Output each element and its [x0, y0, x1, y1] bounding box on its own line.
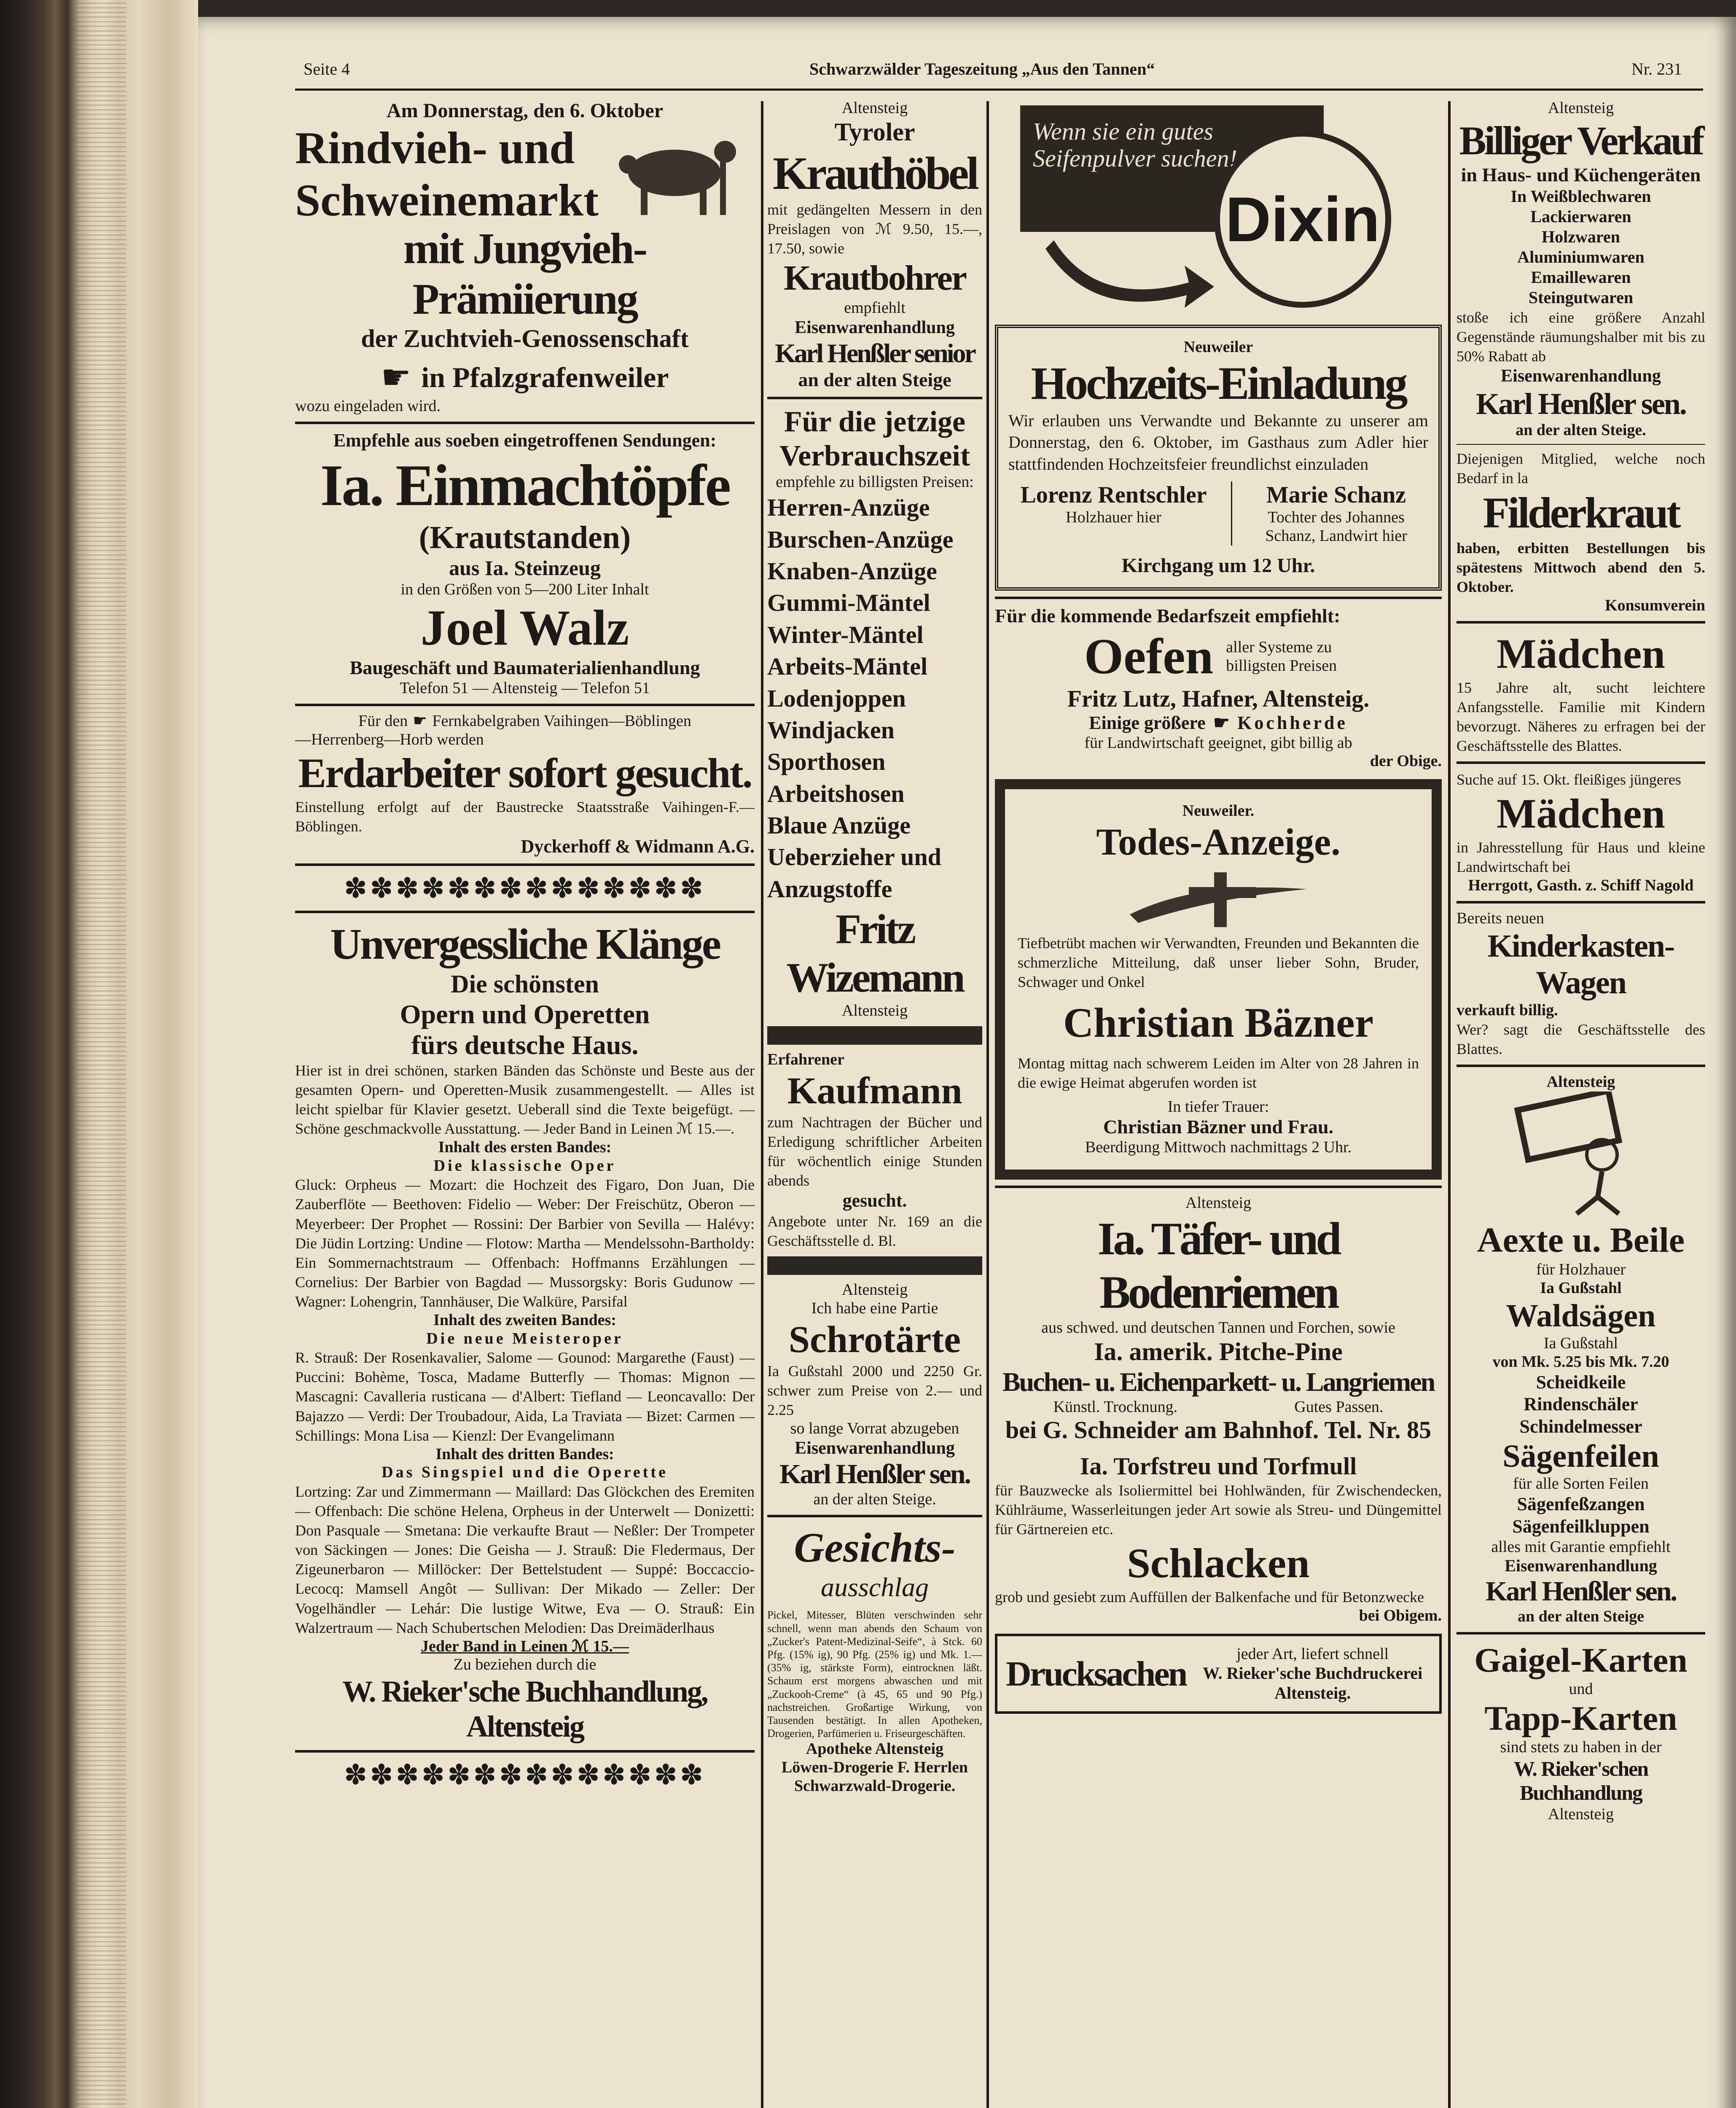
floor-slag-text: grob und gesiebt zum Auffüllen der Balkenfache und für Betonzwecke	[995, 1589, 1424, 1606]
print-ad	[995, 1634, 1442, 1714]
man-carrying-frame-icon	[1505, 1092, 1657, 1218]
c2-c4: gesucht.	[842, 1190, 907, 1211]
crocks-material: aus Ia. Steinzeug	[449, 556, 601, 580]
market-line-2: Schweinemarkt	[295, 175, 599, 226]
floor-parquet: Buchen- u. Eichenparkett- u. Langriemen	[1002, 1367, 1435, 1397]
books-sub-3: fürs deutsche Haus.	[411, 1030, 639, 1060]
market-line-3: mit Jungvieh-Prämiierung	[403, 224, 647, 323]
column-3	[995, 105, 1442, 1714]
c2-e5: Löwen-Drogerie F. Herrlen	[781, 1758, 968, 1777]
list-item: Blaue Anzüge	[767, 812, 911, 839]
groom-sub: Holzhauer hier	[1066, 508, 1161, 527]
market-date: Am Donnerstag, den 6. Oktober	[387, 99, 663, 122]
c4-a3: stoße ich eine größere Anzahl Gegenstände räumungshalber mit bis zu 50% Rabatt ab	[1457, 309, 1705, 365]
tools-ad	[1457, 1073, 1705, 1626]
c2-d7: Karl Henßler sen.	[779, 1459, 970, 1490]
c4-f3: für Holzhauer	[1536, 1261, 1626, 1279]
book-spine	[0, 0, 198, 2108]
c2-d3: Schrotärte	[788, 1318, 961, 1361]
erd-firm: Dyckerhoff & Widmann A.G.	[521, 836, 755, 857]
column-1	[295, 99, 755, 1791]
floor-peat: Ia. Torfstreu und Torfmull	[1080, 1452, 1357, 1480]
c2-b1: Für die jetzige Verbrauchszeit	[779, 406, 970, 472]
c4-a6: an der alten Steige.	[1516, 421, 1646, 439]
erd-headline: Erdarbeiter sofort gesucht.	[298, 750, 752, 797]
floor-dry-2: Gutes Passen.	[1294, 1398, 1384, 1416]
page-header	[198, 55, 1736, 89]
list-item: Windjacken	[767, 716, 895, 744]
c2-d5: so lange Vorrat abzugeben	[790, 1420, 959, 1438]
cattle-illustration-icon	[615, 126, 750, 219]
crocks-ad	[295, 430, 755, 698]
c2-e2: ausschlag	[821, 1572, 929, 1602]
death-notice	[995, 779, 1442, 1180]
newspaper-page	[198, 17, 1736, 2108]
erd-line-2: —Herrenberg—Horb werden	[295, 730, 484, 748]
book-2-contents: R. Strauß: Der Rosenkavalier, Salome — Gounod: Margarethe (Faust) — Puccini: Bohème, Tosca, Madame Butterfly — Thomas: Mignon — Mascagni: Cavalleria rusticana — d'Albert: Tiefland — Leoncavallo: Der Bajazzo — Verdi: Der Troubadour, Aida, La Traviata — Bizet: Carmen — Schillings: Mona Lisa — Kienzl: Der Evangelimann	[295, 1349, 755, 1444]
books-sub-1: Die schönsten	[451, 970, 599, 998]
list-item: Emaillewaren	[1531, 267, 1631, 287]
dixin-brand: Dixin	[1225, 183, 1380, 255]
c4-b2: Filderkraut	[1483, 489, 1679, 538]
walz-name: Joel Walz	[420, 600, 629, 656]
c4-d1: Suche auf 15. Okt. fleißiges jüngeres	[1457, 771, 1681, 788]
newspaper-title: Schwarzwälder Tageszeitung „Aus den Tannen“	[809, 59, 1155, 78]
floor-slag: Schlacken	[1127, 1540, 1310, 1587]
wedding-loc: Neuweiler	[1183, 338, 1253, 356]
column-rule-3	[1448, 101, 1451, 2108]
print-l1: jeder Art, liefert schnell	[1236, 1645, 1389, 1663]
cards-ad	[1457, 1640, 1705, 1824]
c2-a8: an der alten Steige	[798, 368, 951, 390]
c4-a4: Eisenwarenhandlung	[1501, 366, 1661, 386]
list-item: Knaben-Anzüge	[767, 557, 937, 585]
sauerkraut-ad	[1457, 449, 1705, 615]
book-1-heading: Inhalt des ersten Bandes:	[438, 1138, 612, 1156]
list-item: Holzwaren	[1542, 227, 1620, 246]
tool-list-1	[1457, 1371, 1705, 1438]
wedding-church: Kirchgang um 12 Uhr.	[1121, 554, 1315, 577]
death-family: Christian Bäzner und Frau.	[1103, 1116, 1334, 1138]
print-headline: Drucksachen	[1006, 1654, 1186, 1694]
oven-l3: der Obige.	[1370, 752, 1442, 770]
walz-firm: Baugeschäft und Baumaterialienhandlung	[349, 657, 700, 679]
c4-f4: Ia Gußstahl	[1540, 1279, 1622, 1297]
book-2-subtitle: Die neue Meisteroper	[426, 1329, 623, 1347]
death-text-2: Montag mittag nach schwerem Leiden im Alter von 28 Jahren in die ewige Heimat abgerufen worden ist	[1018, 1055, 1419, 1092]
wedding-ad	[995, 325, 1442, 591]
c4-e4: Wer? sagt die Geschäftsstelle des Blattes.	[1457, 1021, 1705, 1058]
book-3-heading: Inhalt des dritten Bandes:	[435, 1445, 614, 1463]
c4-f15: an der alten Steige	[1517, 1608, 1645, 1626]
death-burial: Beerdigung Mittwoch nachmittags 2 Uhr.	[1085, 1138, 1352, 1156]
c2-b4: Altensteig	[841, 1002, 908, 1020]
c2-c3: zum Nachtragen der Bücher und Erledigung schriftlicher Arbeiten für wöchentlich einige Stunden abends	[767, 1114, 982, 1189]
girl-wanted-ad-2	[1457, 770, 1705, 895]
wedding-headline: Hochzeits-Einladung	[1031, 357, 1406, 409]
clothing-ad	[767, 405, 982, 1020]
book-1-contents: Gluck: Orpheus — Mozart: die Hochzeit des Figaro, Don Juan, Die Zauberflöte — Beethoven: Fidelio — Weber: Der Freischütz, Oberon — Meyerbeer: Der Prophet — Rossini: Der Barbier von Sevilla — Halévy: Die Jüdin Lortzing: Undine — Flotow: Martha — Mendelssohn-Bartholdy: Ein Sommernachtstraum — Offenbach: Hoffmanns Erzählungen — Cornelius: Der Barbier von Bagdad — Mussorgsky: Boris Gudunow — Wagner: Lohengrin, Tannhäuser, Die Walküre, Parsifal	[295, 1176, 755, 1310]
death-text: Tiefbetrübt machen wir Verwandten, Freunden und Bekannten die schmerzliche Mitteilung, daß unser lieber Sohn, Bruder, Schwager und Onkel	[1018, 935, 1419, 991]
c4-d4: Herrgott, Gasth. z. Schiff Nagold	[1468, 877, 1694, 895]
c4-g1: Gaigel-Karten	[1474, 1640, 1688, 1679]
floor-pine: Ia. amerik. Pitche-Pine	[1094, 1338, 1343, 1366]
axes-ad	[767, 1281, 982, 1509]
books-ad	[295, 919, 755, 1744]
c4-g5: W. Rieker'schen Buchhandlung	[1513, 1756, 1648, 1805]
floor-loc: Altensteig	[1185, 1194, 1252, 1212]
c4-c1: Mädchen	[1497, 630, 1665, 677]
c2-c5: Angebote unter Nr. 169 an die Geschäftsstelle d. Bl.	[767, 1213, 982, 1250]
list-item: Scheidkeile	[1536, 1371, 1626, 1393]
c4-f10: für alle Sorten Feilen	[1513, 1475, 1649, 1493]
list-item: Steingutwaren	[1528, 288, 1634, 307]
c4-f14: Karl Henßler sen.	[1486, 1576, 1676, 1607]
header-rule	[295, 89, 1703, 91]
death-loc: Neuweiler.	[1182, 801, 1255, 820]
floor-peat-text: für Bauzwecke als Isoliermittel bei Hohlwänden, für Zwischendecken, Kühlräume, Wasserleitungen jeder Art sowie als Streu- und Düngemittel für Gärtnereien etc.	[995, 1482, 1442, 1538]
oven-sub: aller Systeme zu billigsten Preisen	[1226, 638, 1337, 675]
list-item: Arbeitshosen	[767, 780, 905, 807]
c2-a7: Karl Henßler senior	[775, 338, 975, 368]
erd-text: Einstellung erfolgt auf der Baustrecke Staatsstraße Vaihingen-F.—Böblingen.	[295, 799, 755, 835]
erd-line-1: Für den	[358, 712, 408, 730]
c4-f13: Eisenwarenhandlung	[1505, 1556, 1657, 1576]
c4-e1: Bereits neuen	[1457, 909, 1544, 927]
flooring-ad	[995, 1194, 1442, 1625]
list-item: Lodenjoppen	[767, 684, 906, 712]
books-sub-2: Opern und Operetten	[400, 999, 650, 1029]
floor-sub: aus schwed. und deutschen Tannen und Forchen, sowie	[1041, 1319, 1395, 1337]
c4-d3: in Jahresstellung für Haus und kleine Landwirtschaft bei	[1457, 839, 1705, 876]
c2-d1: Altensteig	[841, 1281, 908, 1299]
c4-c2: 15 Jahre alt, sucht leichtere Anfangsstelle. Familie mit Kindern bevorzugt. Näheres zu erfragen bei der Geschäftsstelle des Blattes.	[1457, 679, 1705, 754]
market-line-1: Rindvieh- und	[295, 123, 575, 174]
oven-l2: für Landwirtschaft geeignet, gibt billig ab	[1084, 734, 1352, 752]
books-via: Zu beziehen durch die	[453, 1656, 597, 1674]
wedding-text: Wir erlauben uns Verwandte und Bekannte zu unserer am Donnerstag, den 6. Oktober, im Gasthaus zum Adler hier stattfindenden Hochzeitsfeier freundlichst einzuladen	[1008, 411, 1428, 473]
column-2	[767, 99, 982, 1795]
c2-c2: Kaufmann	[787, 1070, 962, 1112]
groom-name: Lorenz Rentschler	[1020, 481, 1207, 508]
c4-f12: alles mit Garantie empfiehlt	[1491, 1538, 1671, 1556]
c2-d4: Ia Gußstahl 2000 und 2250 Gr. schwer zum Preise von 2.— und 2.25	[767, 1363, 982, 1419]
clothing-list	[767, 492, 982, 905]
list-item: Sägenfeßzangen	[1517, 1494, 1645, 1515]
page-number: Seite 4	[304, 59, 350, 78]
c4-b4: Konsumverein	[1605, 596, 1705, 614]
bride-name: Marie Schanz	[1266, 481, 1406, 508]
c2-loc: Altensteig	[841, 99, 908, 117]
book-3-subtitle: Das Singspiel und die Operette	[382, 1463, 668, 1482]
crocks-sizes: in den Größen von 5—200 Liter Inhalt	[400, 580, 649, 598]
crocks-sub: (Krautstanden)	[419, 519, 631, 555]
floor-slag-firm: bei Obigem.	[1359, 1607, 1442, 1625]
c2-c1: Erfahrener	[767, 1050, 844, 1068]
ornament-row: ✽✽✽✽✽✽✽✽✽✽✽✽✽✽	[344, 873, 706, 904]
c2-b2: empfehle zu billigsten Preisen:	[776, 473, 974, 491]
list-item: In Weißblechwaren	[1510, 186, 1651, 206]
list-item: Schindelmesser	[1519, 1416, 1642, 1437]
c4-a5: Karl Henßler sen.	[1476, 387, 1686, 421]
column-rule-2	[986, 101, 989, 2108]
c4-f7: von Mk. 5.25 bis Mk. 7.20	[1492, 1352, 1669, 1371]
c2-d2: Ich habe eine Partie	[811, 1299, 938, 1317]
c2-e1: Gesichts-	[794, 1524, 956, 1571]
books-shop: W. Rieker'sche Buchhandlung, Altensteig	[342, 1675, 707, 1743]
pram-ad	[1457, 909, 1705, 1059]
pointing-hand-icon: ☛	[381, 359, 411, 397]
list-item: Gummi-Mäntel	[767, 589, 930, 617]
pointing-hand-icon: ☛	[1213, 712, 1230, 733]
death-mourn: In tiefer Trauer:	[1167, 1097, 1269, 1116]
column-4	[1457, 99, 1705, 1824]
c2-e6: Schwarzwald-Drogerie.	[794, 1777, 956, 1795]
c2-b3: Fritz Wizemann	[786, 906, 963, 1001]
crocks-headline: Ia. Einmachtöpfe	[320, 452, 730, 518]
list-item: Aluminiumwaren	[1517, 247, 1645, 266]
oven-l1: Einige größere	[1089, 712, 1206, 733]
c2-e4: Apotheke Altensteig	[806, 1740, 944, 1758]
dixin-ad	[995, 105, 1442, 316]
c2-a6: Eisenwarenhandlung	[795, 317, 955, 337]
oven-intro: Für die kommende Bedarfszeit empfiehlt:	[995, 605, 1341, 626]
c2-d8: an der alten Steige.	[813, 1490, 936, 1508]
list-item: Sporthosen	[767, 748, 886, 776]
earthworkers-ad	[295, 712, 755, 858]
book-3-contents: Lortzing: Zar und Zimmermann — Maillard: Das Glöckchen des Eremiten — Offenbach: Die schöne Helena, Orpheus in der Unterwelt — Donizetti: Don Pasquale — Smetana: Die verkaufte Braut — Neßler: Der Trompeter von Säckingen — Jones: Die Geisha — J. Strauß: Die Fledermaus, Der Zigeunerbaron — Millöcker: Der Bettelstudent — Suppé: Boccaccio-Lecocq: Mamsell Angôt — Sullivan: Der Mikado — Zeller: Der Vogelhändler — Lehár: Die lustige Witwe, Eva — O. Strauß: Ein Walzertraum — Nach Schubertschen Melodien: Das Dreimäderlhaus	[295, 1483, 755, 1636]
walz-phone: Telefon 51 — Altensteig — Telefon 51	[400, 679, 650, 697]
book-2-heading: Inhalt des zweiten Bandes:	[433, 1311, 616, 1329]
c4-f9: Sägenfeilen	[1502, 1438, 1659, 1474]
books-intro: Hier ist in drei schönen, starken Bänden das Schönste und Beste aus der gesamten Opern- und Operetten-Musik zusammengestellt. — Alles ist leicht spielbar für Klavier gesetzt. Ueberall sind die Texte beigefügt. — Schöne geschmackvolle Ausstattung. — Jeder Band in Leinen ℳ 15.—.	[295, 1062, 755, 1137]
issue-number: Nr. 231	[1631, 59, 1682, 78]
c4-b3: haben, erbitten Bestellungen bis spätestens Mittwoch abend den 5. Oktober.	[1457, 539, 1705, 595]
floor-headline: Ia. Täfer- und Bodenriemen	[1097, 1213, 1339, 1318]
arrow-icon	[1045, 223, 1223, 308]
c4-g4: sind stets zu haben in der	[1500, 1738, 1662, 1756]
pointing-hand-icon: ☛	[413, 712, 427, 730]
girl-wanted-ad-1	[1457, 629, 1705, 756]
list-item: Herren-Anzüge	[767, 494, 930, 522]
c4-a2: in Haus- und Küchengeräten	[1461, 164, 1701, 186]
c2-a2: Krauthöbel	[773, 147, 977, 199]
market-line-6: wozu eingeladen wird.	[295, 397, 441, 415]
list-item: Arbeits-Mäntel	[767, 653, 928, 680]
list-item: Ueberzieher und Anzugstoffe	[767, 843, 941, 903]
ornament-row: ✽✽✽✽✽✽✽✽✽✽✽✽✽✽	[344, 1759, 706, 1791]
c4-g2: und	[1569, 1680, 1593, 1698]
oven-headline: Oefen	[1084, 628, 1214, 684]
oven-l1b: Kochherde	[1237, 712, 1348, 733]
books-price: Jeder Band in Leinen ℳ 15.—	[421, 1637, 629, 1655]
erd-line-1b: Fernkabelgraben Vaihingen—Böblingen	[432, 712, 691, 730]
floor-dry: Künstl. Trocknung.	[1053, 1398, 1178, 1416]
c2-e3: Pickel, Mitesser, Blüten verschwinden sehr schnell, wenn man abends den Schaum von „Zucker's Patent-Medizinal-Seife“, à Stck. 60 Pfg. (15% ig), 90 Pfg. (25% ig) und Mk. 1.— (35% ig, stärkste Form), eintrocknen läßt. Schaum erst morgens abwaschen und mit „Zuckooh-Creme“ (à 45, 65 und 90 Pfg.) nachstreichen. Großartige Wirkung, von Tausenden bestätigt. In allen Apotheken, Drogerien, Parfümerien u. Friseurgeschäften.	[767, 1609, 982, 1740]
c2-a1: Tyroler	[834, 118, 915, 146]
market-line-4: der Zuchtvieh-Genossenschaft	[361, 325, 689, 353]
market-line-5: in Pfalzgrafenweiler	[421, 361, 669, 393]
skin-rash-ad	[767, 1523, 982, 1796]
c2-d6: Eisenwarenhandlung	[795, 1438, 955, 1458]
list-item: Burschen-Anzüge	[767, 525, 954, 553]
c2-a3: mit gedängelten Messern in den Preislagen von ℳ 9.50, 15.—, 17.50, sowie	[767, 201, 982, 257]
c2-a4: Krautbohrer	[783, 258, 966, 298]
death-name: Christian Bäzner	[1063, 999, 1374, 1046]
crocks-intro: Empfehle aus soeben eingetroffenen Sendungen:	[333, 430, 717, 451]
oven-ad	[995, 605, 1442, 771]
c4-b1: Diejenigen Mitglied, welche noch Bedarf in la	[1457, 450, 1705, 487]
goods-list	[1457, 186, 1705, 308]
list-item: Rindenschäler	[1524, 1394, 1638, 1415]
list-item: Lackierwaren	[1530, 207, 1631, 226]
bride-sub: Tochter des Johannes Schanz, Landwirt hier	[1265, 508, 1407, 545]
c4-loc: Altensteig	[1548, 99, 1614, 117]
list-item: Sägenfeilkluppen	[1512, 1516, 1650, 1537]
c4-g3: Tapp-Karten	[1484, 1699, 1677, 1737]
c4-f6: Ia Gußstahl	[1543, 1334, 1618, 1352]
floor-firm: bei G. Schneider am Bahnhof. Tel. Nr. 85	[1005, 1416, 1432, 1444]
palm-cross-icon	[1113, 864, 1324, 931]
c4-f1: Altensteig	[1546, 1073, 1615, 1091]
list-item: Winter-Mäntel	[767, 621, 924, 648]
print-l2: W. Rieker'sche Buchdruckerei Altensteig.	[1203, 1664, 1423, 1703]
c4-a1: Billiger Verkauf	[1459, 118, 1703, 163]
c4-f5: Waldsägen	[1506, 1298, 1656, 1334]
c4-e2: Kinderkasten-Wagen	[1487, 928, 1674, 1000]
clerk-ad	[767, 1051, 982, 1250]
cattle-market-ad	[295, 99, 755, 416]
c4-g6: Altensteig	[1548, 1805, 1614, 1823]
books-headline: Unvergessliche Klänge	[330, 920, 720, 968]
tool-list-2	[1457, 1493, 1705, 1538]
c2-a5: empfiehlt	[844, 299, 906, 317]
sale-ad	[1457, 99, 1705, 440]
c4-f2: Aexte u. Beile	[1477, 1220, 1685, 1260]
dixin-slogan: Wenn sie ein gutes Seifenpulver suchen!	[1020, 105, 1324, 232]
oven-firm: Fritz Lutz, Hafner, Altensteig.	[1067, 686, 1370, 712]
cabbage-slicer-ad	[767, 99, 982, 391]
book-1-subtitle: Die klassische Oper	[433, 1156, 616, 1175]
death-headline: Todes-Anzeige.	[1096, 821, 1341, 863]
c4-e3: verkauft billig.	[1457, 1001, 1558, 1019]
c4-d2: Mädchen	[1497, 790, 1665, 837]
column-rule-1	[761, 101, 763, 2108]
